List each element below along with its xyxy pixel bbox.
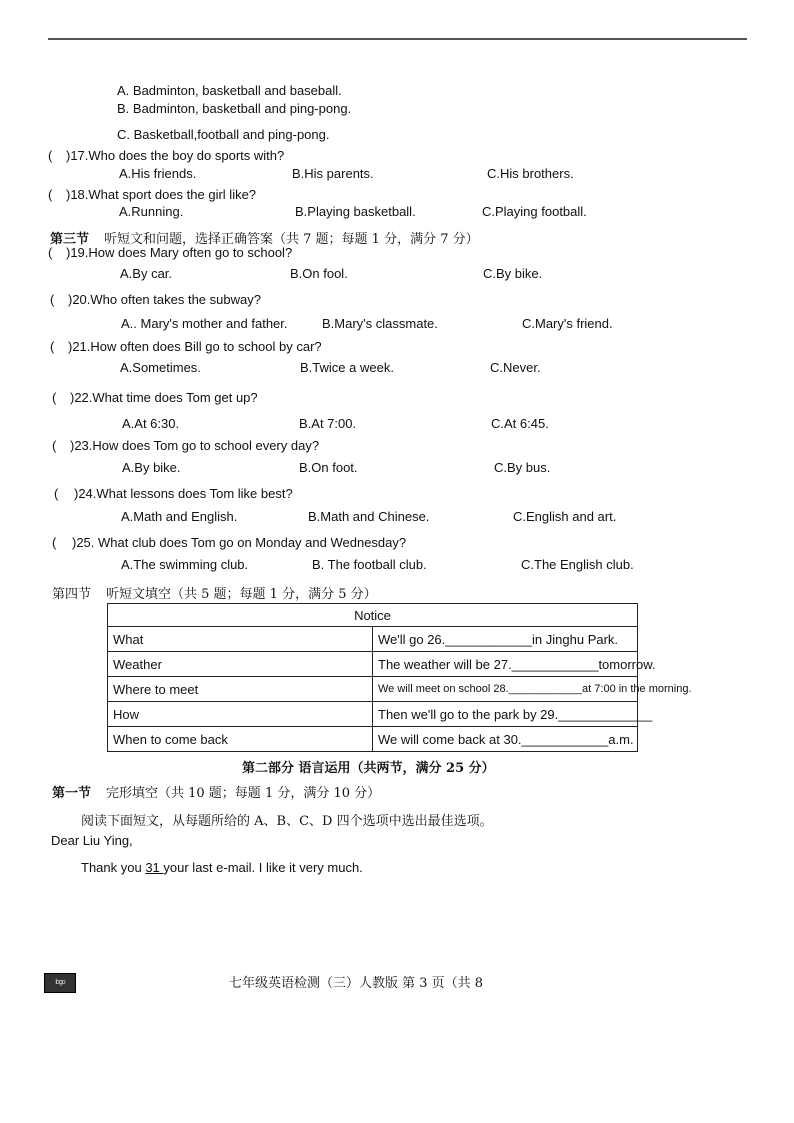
table-row [108,627,638,652]
notice-label-how: How [108,702,373,727]
publisher-logo [44,973,76,993]
q20-paren: ( [50,292,55,307]
q25-option-a: A.The swimming club. [121,557,249,572]
q16-option-c: C. Basketball,football and ping-pong. [117,127,330,142]
table-row [108,677,638,702]
table-row [108,702,638,727]
q17-option-b: B.His parents. [292,166,374,181]
header-rule [48,38,747,40]
q22-paren: ( [52,390,57,405]
q17-paren: ( [48,148,53,163]
q21-question: )21.How often does Bill go to school by car? [68,339,322,354]
q18-paren: ( [48,187,53,202]
q18-option-c: C.Playing football. [482,204,587,219]
notice-value-what: We'll go 26.____________in Jinghu Park. [373,627,638,652]
notice-label-what: What [108,627,373,652]
notice-label-where: Where to meet [108,677,373,702]
q21-option-c: C.Never. [490,360,541,375]
q19-question: )19.How does Mary often go to school? [66,245,293,260]
q16-option-a: A. Badminton, basketball and baseball. [117,83,342,98]
q24-question: )24.What lessons does Tom like best? [74,486,293,501]
notice-value-weather: The weather will be 27.____________tomorrow. [373,652,638,677]
section1-label: 第一节 [52,786,92,801]
q24-option-a: A.Math and English. [121,509,238,524]
q19-paren: ( [48,245,53,260]
section4-text: 听短文填空（共 5 题；每题 1 分，满分 5 分） [106,587,377,602]
letter-line-1-end: your last e-mail. I like it very much. [163,860,363,875]
q23-option-a: A.By bike. [122,460,181,475]
q19-option-c: C.By bike. [483,266,543,281]
q18-option-a: A.Running. [119,204,184,219]
q17-option-c: C.His brothers. [487,166,574,181]
q22-option-a: A.At 6:30. [122,416,180,431]
q16-option-b: B. Badminton, basketball and ping-pong. [117,101,352,116]
q20-option-a: A.. Mary's mother and father. [121,316,288,331]
notice-label-weather: Weather [108,652,373,677]
q23-paren: ( [52,438,57,453]
q22-question: )22.What time does Tom get up? [70,390,258,405]
q19-option-a: A.By car. [120,266,173,281]
blank-31: 31 [145,860,164,875]
q20-question: )20.Who often takes the subway? [68,292,261,307]
q23-option-c: C.By bus. [494,460,551,475]
q18-question: )18.What sport does the girl like? [66,187,257,202]
q18-option-b: B.Playing basketball. [295,204,416,219]
q24-option-c: C.English and art. [513,509,617,524]
q25-option-c: C.The English club. [521,557,634,572]
table-row [108,727,638,752]
notice-table [107,603,692,752]
notice-value-where: We will meet on school 28.____________at 7:00 in the morning. [373,677,638,702]
q22-option-b: B.At 7:00. [299,416,357,431]
q19-option-b: B.On fool. [290,266,348,281]
q17-option-a: A.His friends. [119,166,197,181]
section4-label: 第四节 [52,587,92,602]
q23-question: )23.How does Tom go to school every day? [70,438,320,453]
section3-text: 听短文和问题，选择正确答案（共 7 题；每题 1 分，满分 7 分） [104,232,479,247]
part2-heading: 第二部分 语言运用（共两节，满分 25 分） [242,761,495,776]
cloze-instruction: 阅读下面短文，从每题所给的 A、B、C、D 四个选项中选出最佳选项。 [81,814,493,829]
letter-line-1 [81,860,363,875]
logo-text: logo [55,979,65,986]
q20-option-b: B.Mary's classmate. [322,316,438,331]
q25-paren: ( [52,535,57,550]
notice-value-when: We will come back at 30.____________a.m. [373,727,638,752]
section3-label: 第三节 [50,232,90,247]
q24-paren: ( [54,486,59,501]
letter-line-1-start: Thank you [81,860,146,875]
footer-text: 七年级英语检测（三）人教版 第 3 页（共 8 [229,976,484,991]
notice-label-when: When to come back [108,727,373,752]
q21-option-b: B.Twice a week. [300,360,394,375]
table-row [108,652,638,677]
q25-question: )25. What club does Tom go on Monday and Wednesday? [72,535,407,550]
q20-option-c: C.Mary's friend. [522,316,613,331]
notice-value-how: Then we'll go to the park by 29._____________ [373,702,638,727]
letter-greeting: Dear Liu Ying, [51,833,133,848]
q17-question: )17.Who does the boy do sports with? [66,148,285,163]
q21-option-a: A.Sometimes. [120,360,201,375]
notice-title: Notice [108,604,638,627]
q23-option-b: B.On foot. [299,460,358,475]
q22-option-c: C.At 6:45. [491,416,549,431]
q21-paren: ( [50,339,55,354]
q24-option-b: B.Math and Chinese. [308,509,430,524]
section1-text: 完形填空（共 10 题；每题 1 分，满分 10 分） [106,786,381,801]
q25-option-b: B. The football club. [312,557,427,572]
